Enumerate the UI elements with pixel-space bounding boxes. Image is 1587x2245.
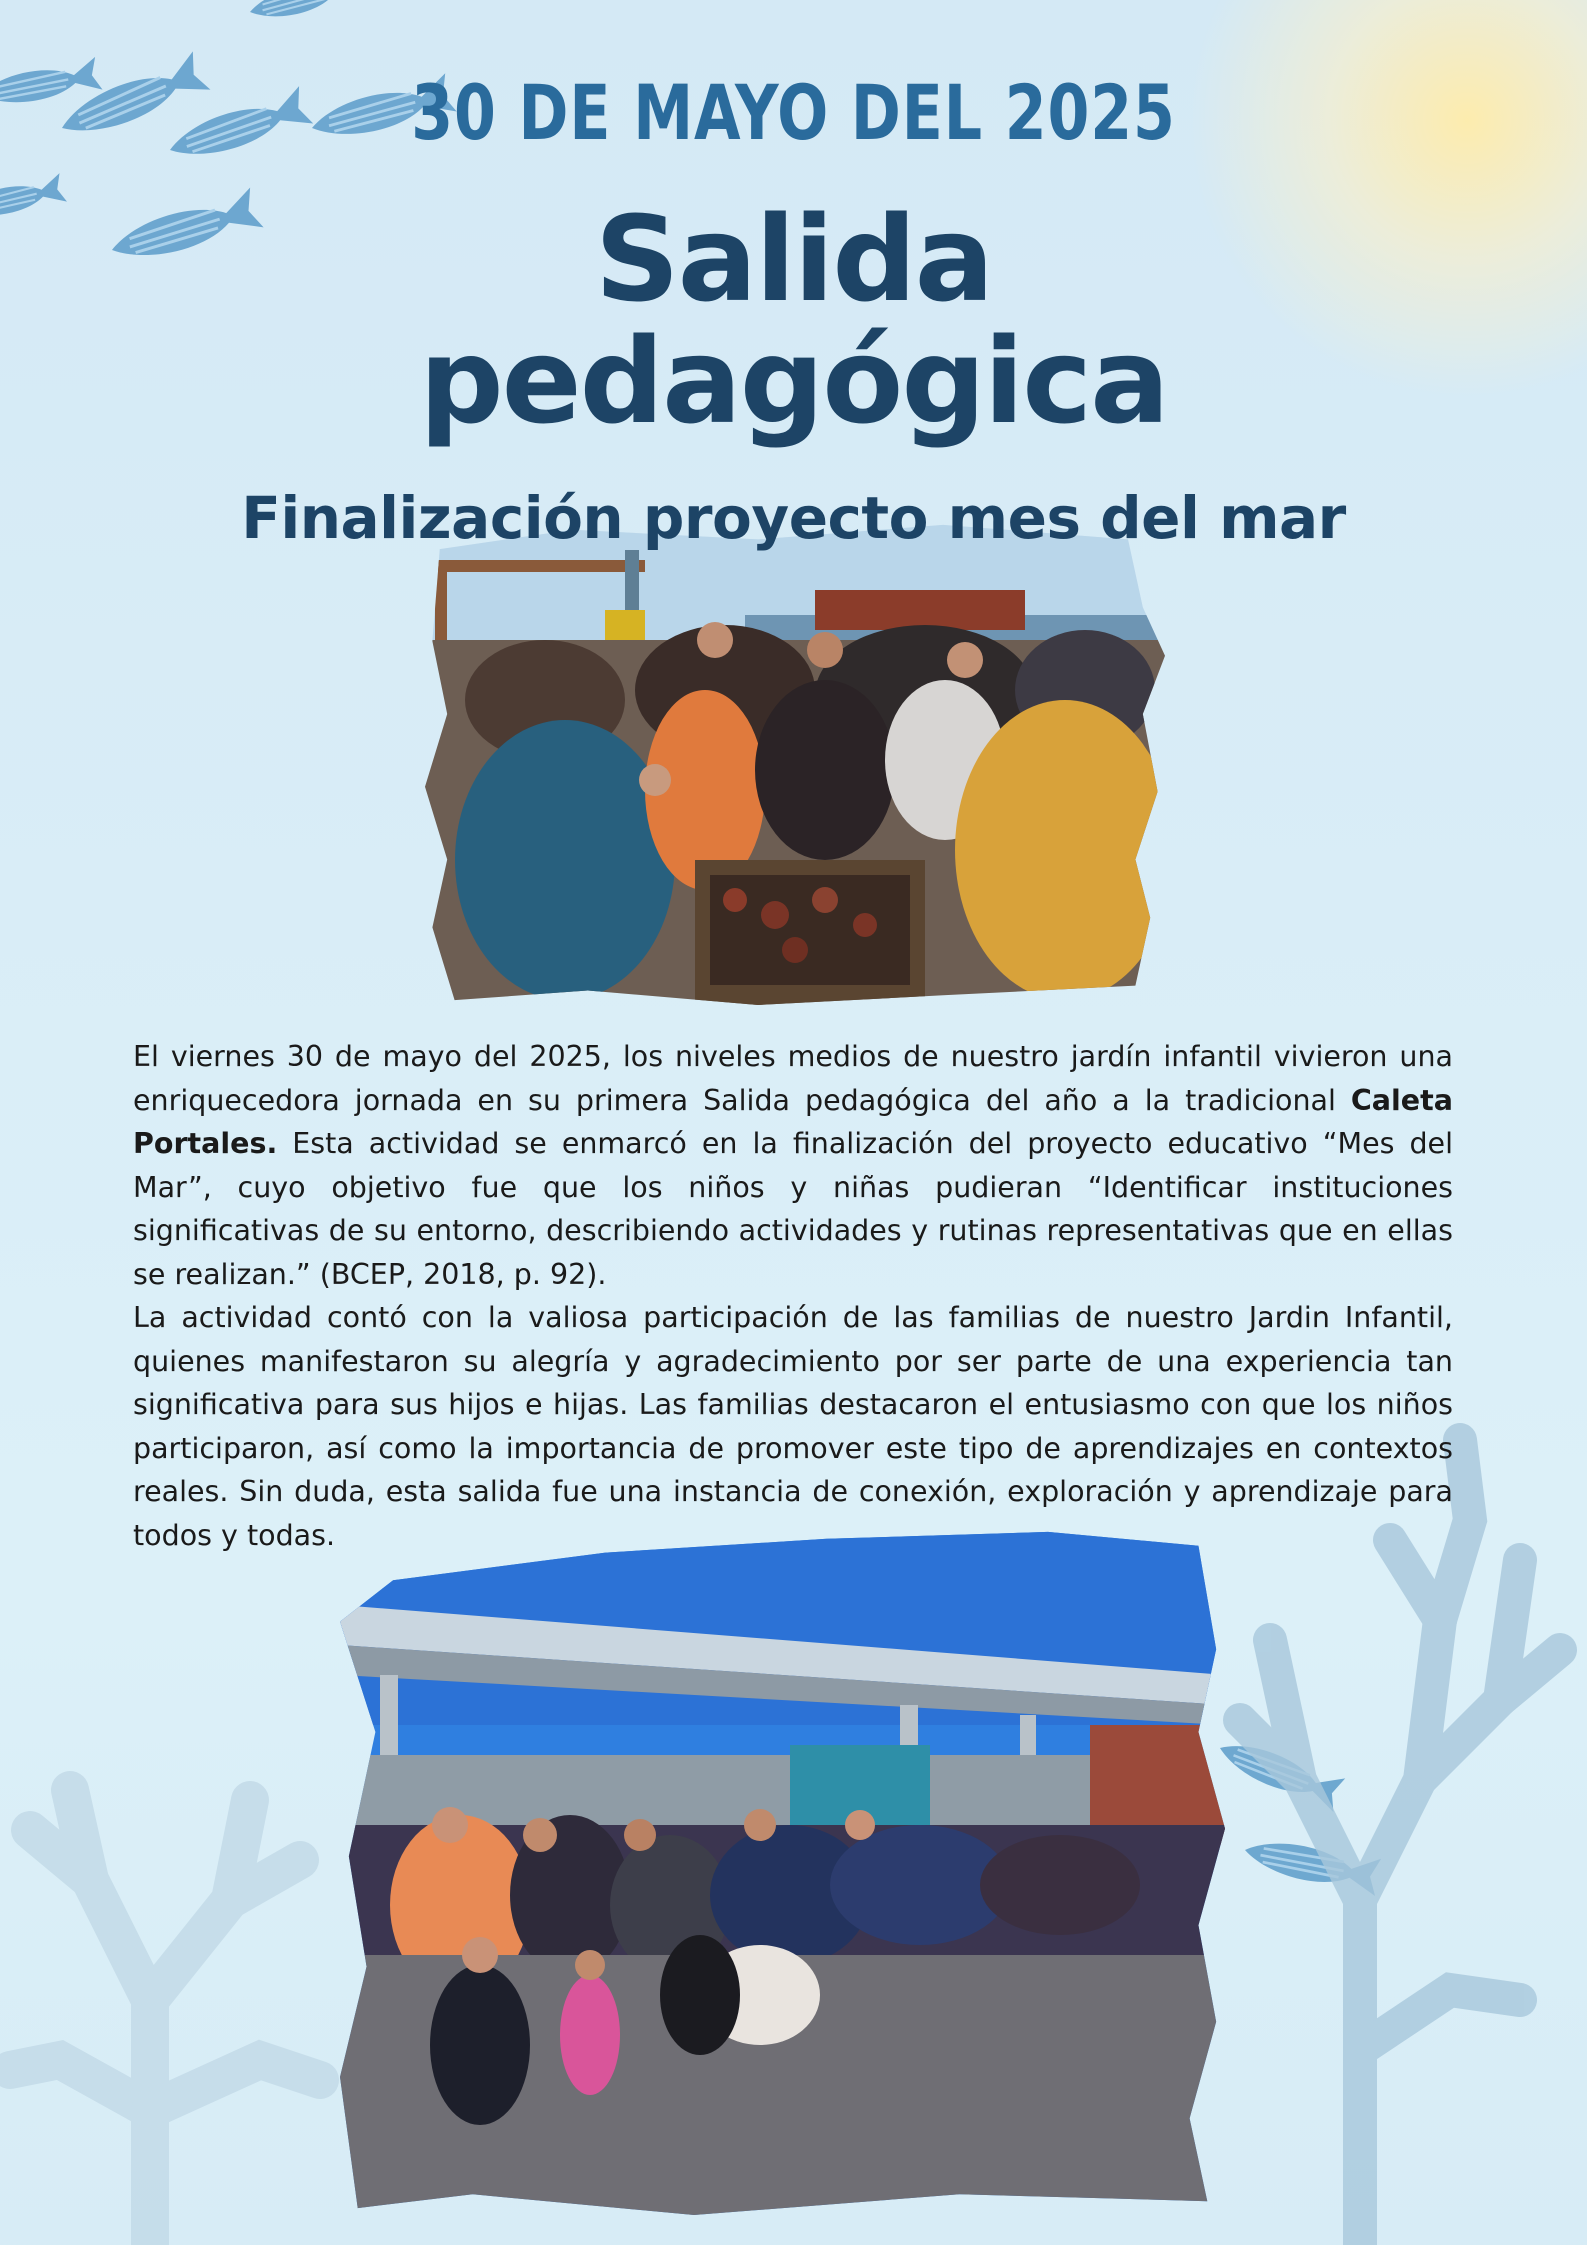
photo-market-crowd	[425, 520, 1165, 1005]
coral-left-decoration	[10, 1790, 320, 2245]
page-title-line1: Salida	[594, 190, 993, 328]
article-body	[133, 1035, 1453, 1557]
event-date: 30 DE MAYO DEL 2025	[411, 68, 1176, 157]
photo-group-bridge	[340, 1525, 1225, 2215]
page-subtitle: Finalización proyecto mes del mar	[241, 484, 1346, 552]
fish-icon	[246, 0, 356, 26]
paragraph-2: La actividad contó con la valiosa participación de las familias de nuestro Jardin Infantil, quienes manifestaron su alegría y agradecimiento por ser parte de una experiencia tan significativa para sus hijos e hijas. Las familias destacaron el entusiasmo con que los niños participaron, así como la importancia de promover este tipo de aprendizajes en contextos reales. Sin duda, esta salida fue una instancia de conexión, exploración y aprendizaje para todos y todas.	[133, 1301, 1453, 1552]
page-title-line2: pedagógica	[419, 312, 1168, 450]
paragraph-1-text-a: El viernes 30 de mayo del 2025, los niveles medios de nuestro jardín infantil vivieron una enriquecedora jornada en su primera Salida pedagógica del año a la tradicional	[133, 1040, 1453, 1117]
coral-right-decoration	[1240, 1440, 1560, 2245]
paragraph-1	[133, 1035, 1453, 1296]
paragraph-1-text-b: Esta actividad se enmarcó en la finalización del proyecto educativo “Mes del Mar”, cuyo objetivo fue que los niños y niñas pudieran “Identificar instituciones significativas de su entorno, describiendo actividades y rutinas representativas que en ellas se realizan.” (BCEP, 2018, p. 92).	[133, 1127, 1453, 1291]
location-name: Caleta Portales.	[133, 1083, 1453, 1160]
